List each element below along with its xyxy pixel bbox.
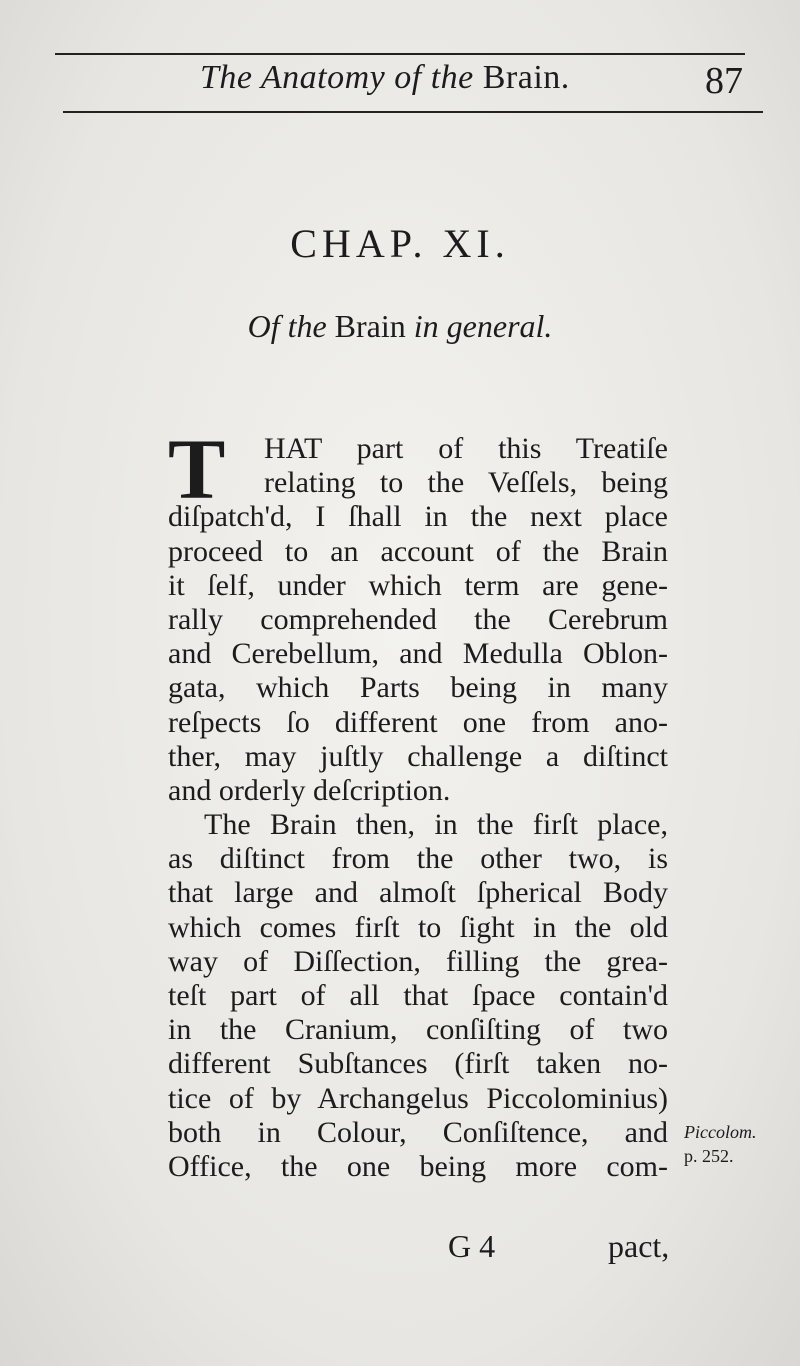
body-line: and Cerebellum, and Medulla Oblon- — [168, 637, 668, 671]
body-line: in the Cranium, conſiſting of two — [168, 1013, 668, 1047]
body-line: tice of by Archangelus Piccolominius) — [168, 1081, 668, 1115]
margin-note — [684, 1120, 756, 1168]
body-line: it ſelf, under which term are gene- — [168, 568, 668, 602]
running-head-title-roman: Brain. — [482, 59, 570, 96]
body-line: ther, may juſtly challenge a diſtinct — [168, 739, 668, 773]
body-line: which comes firſt to ſight in the old — [168, 910, 668, 944]
running-head-bottom-rule — [63, 111, 763, 113]
body-line: as diſtinct from the other two, is — [168, 842, 668, 876]
body-line: relating to the Veſſels, being — [264, 466, 668, 500]
margin-note-name: Piccolom. — [684, 1122, 757, 1142]
signature-mark: G 4 — [448, 1228, 496, 1264]
body-line: both in Colour, Conſiſtence, and — [168, 1115, 668, 1149]
running-head-top-rule — [55, 53, 745, 55]
section-title-in-general: in general. — [413, 308, 553, 344]
body-line: different Subſtances (firſt taken no- — [168, 1047, 668, 1081]
section-title-brain: Brain — [334, 308, 406, 344]
body-line: and orderly deſcription. — [168, 773, 451, 807]
running-head — [55, 45, 755, 117]
body-line: The Brain then, in the firſt place, — [204, 808, 668, 842]
body-line: HAT part of this Treatiſe — [264, 432, 668, 465]
body-line: proceed to an account of the Brain — [168, 534, 668, 568]
body-line: way of Diſſection, filling the grea- — [168, 944, 668, 978]
running-head-title — [200, 59, 570, 97]
body-line: that large and almoſt ſpherical Body — [168, 876, 668, 910]
body-line: gata, which Parts being in many — [168, 671, 668, 705]
drop-cap: T — [168, 421, 226, 517]
margin-note-ref: p. 252. — [684, 1146, 734, 1166]
body-line: rally comprehended the Cerebrum — [168, 602, 668, 636]
chapter-heading: CHAP. XI. — [290, 221, 510, 266]
body-line: Office, the one being more com- — [168, 1149, 668, 1183]
body-text — [168, 421, 668, 1184]
body-line: reſpects ſo different one from ano- — [168, 705, 668, 739]
running-head-title-italic: The Anatomy of the — [200, 59, 474, 96]
catchword: pact, — [608, 1228, 670, 1264]
section-title-of-the: Of the — [247, 308, 327, 344]
body-line: diſpatch'd, I ſhall in the next place — [168, 500, 668, 534]
page-number: 87 — [705, 60, 743, 102]
body-line: teſt part of all that ſpace contain'd — [168, 979, 668, 1012]
section-title — [0, 308, 800, 345]
